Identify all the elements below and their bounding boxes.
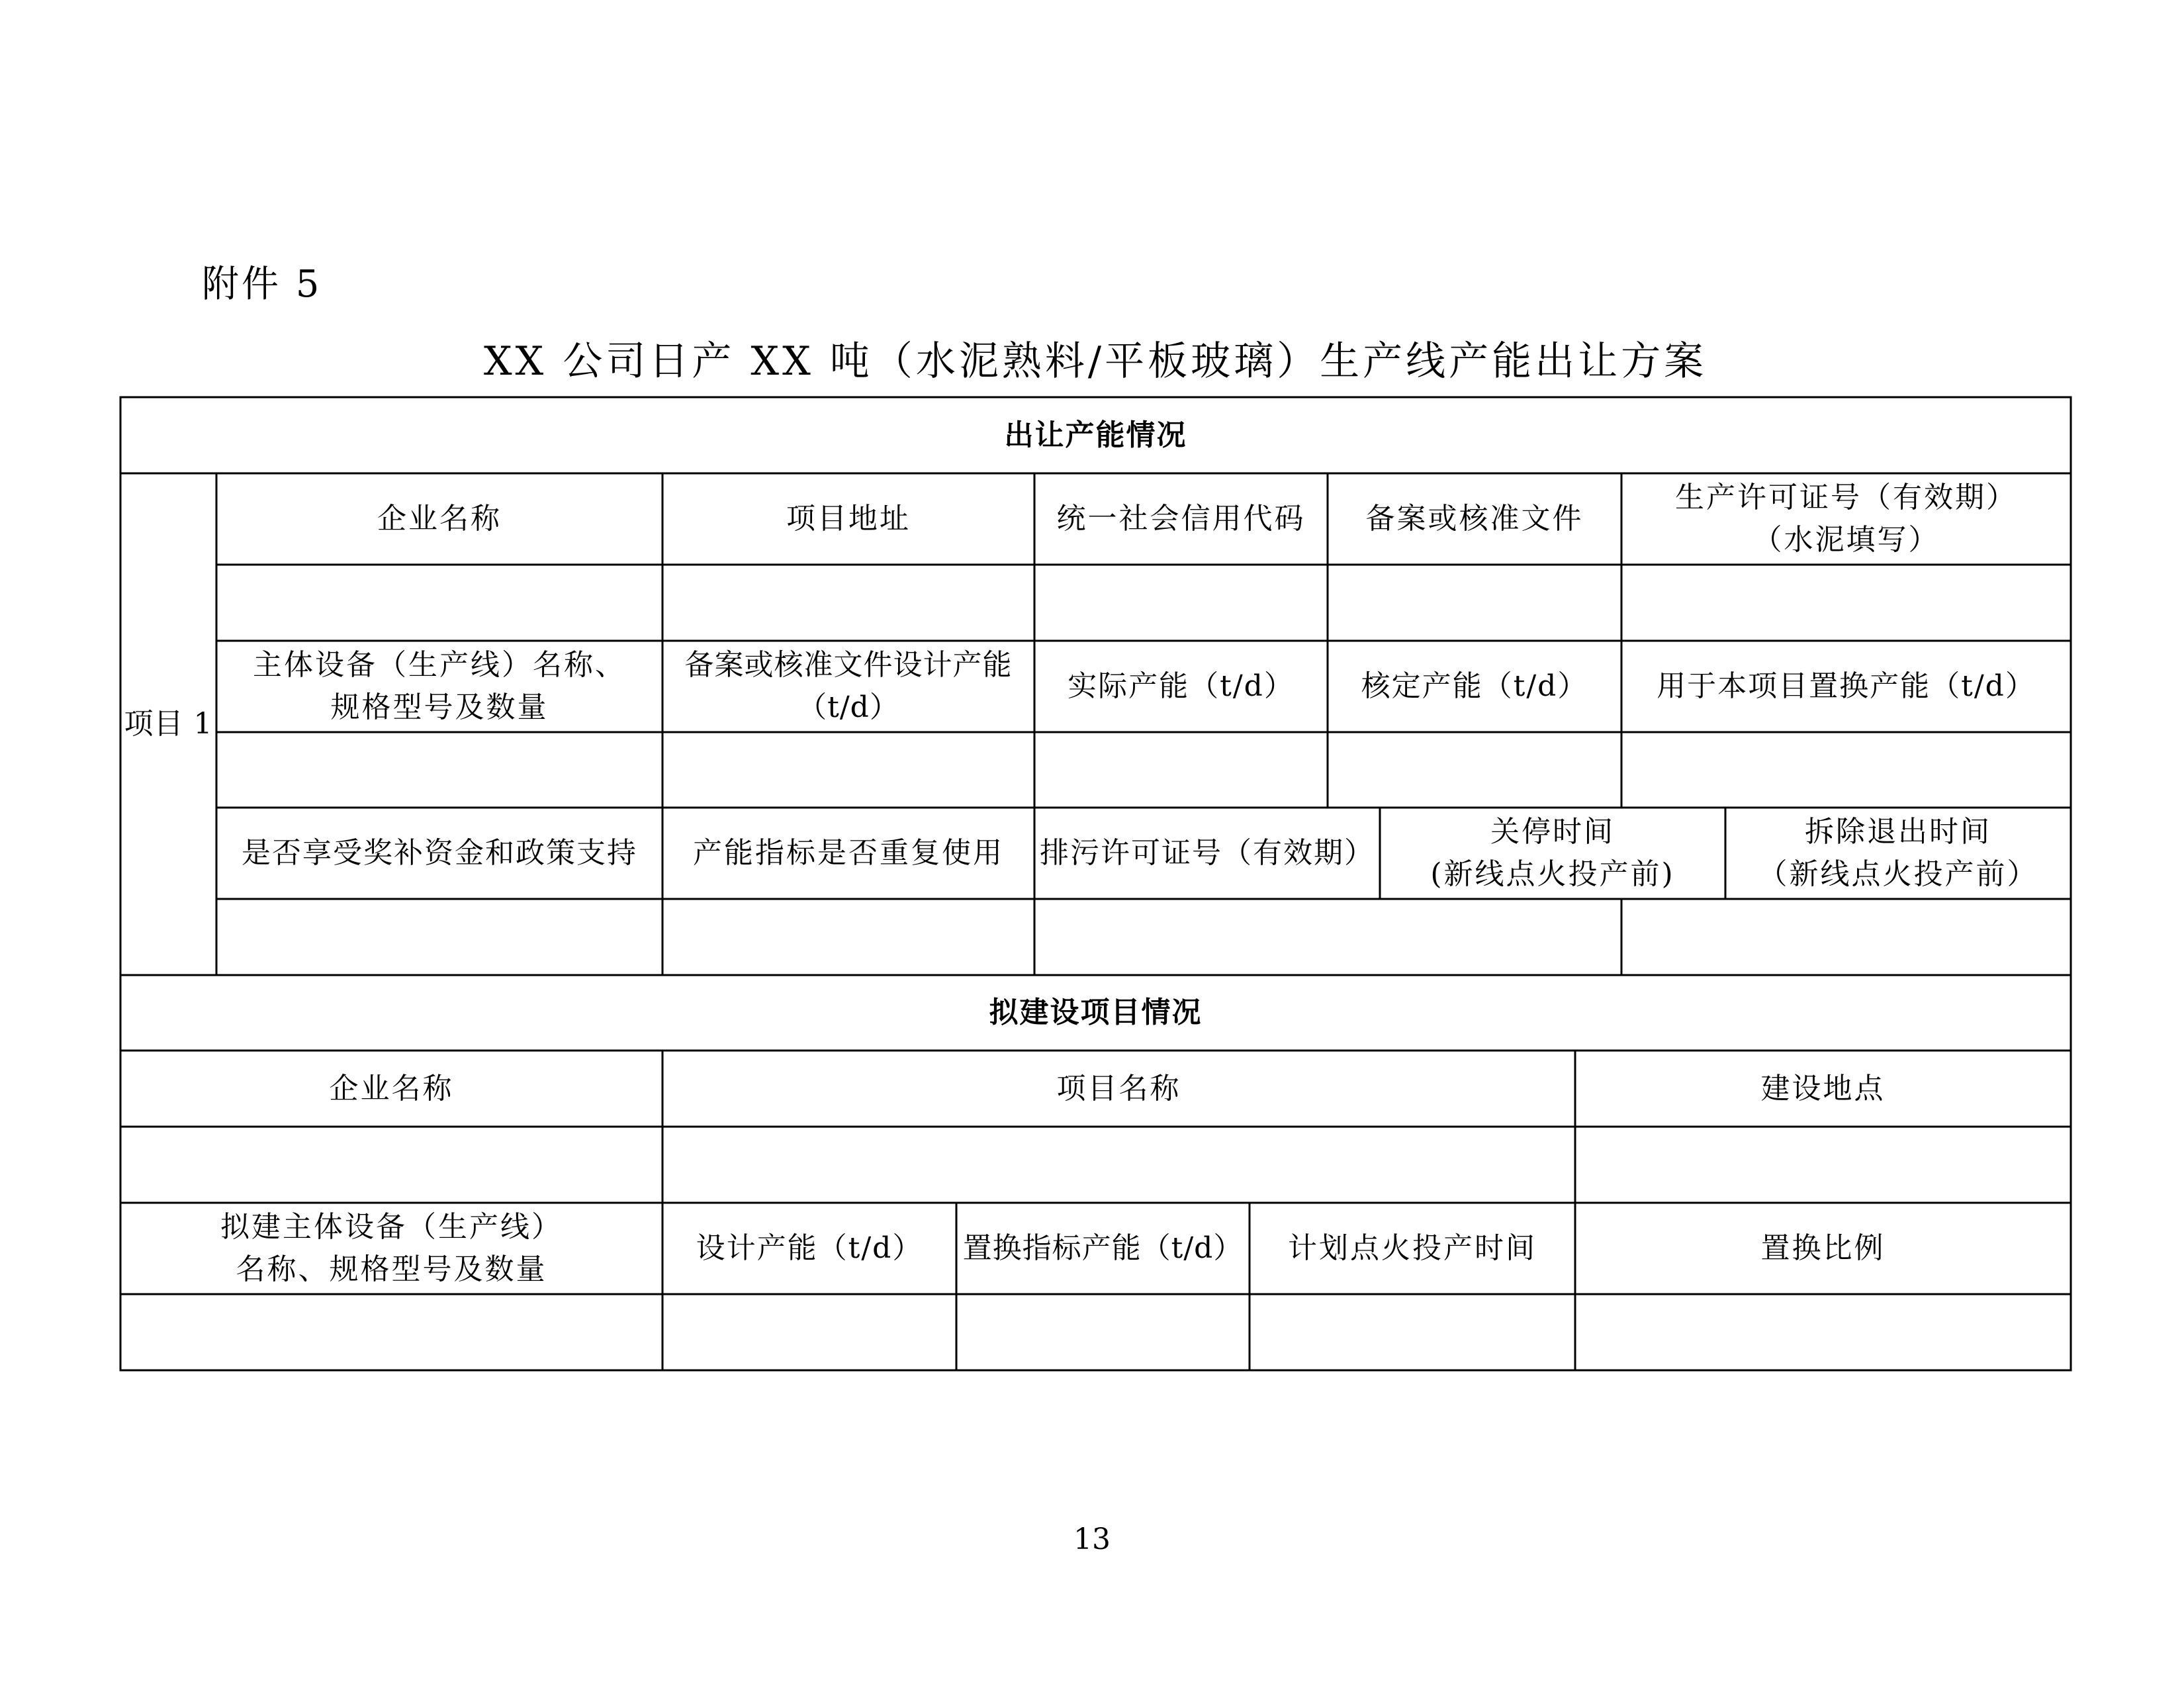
header-discharge-permit: 排污许可证号（有效期） bbox=[1040, 836, 1375, 870]
input-project-address[interactable] bbox=[662, 565, 1034, 641]
document-title: XX 公司日产 XX 吨（水泥熟料/平板玻璃）生产线产能出让方案 bbox=[483, 338, 1707, 385]
input-planned-equipment[interactable] bbox=[120, 1294, 662, 1370]
input-new-design-capacity[interactable] bbox=[662, 1294, 956, 1370]
input-discharge-permit[interactable] bbox=[1034, 899, 1621, 975]
project-1-label: 项目 1 bbox=[124, 707, 213, 741]
input-filing-document[interactable] bbox=[1328, 565, 1621, 641]
header-subsidy-support: 是否享受奖补资金和政策支持 bbox=[242, 836, 637, 870]
input-approved-capacity[interactable] bbox=[1328, 732, 1621, 808]
input-shutdown-demolition-time[interactable] bbox=[1621, 899, 2071, 975]
header-approved-capacity: 核定产能（t/d） bbox=[1361, 669, 1588, 703]
header-planned-equipment: 拟建主体设备（生产线） 名称、规格型号及数量 bbox=[220, 1210, 563, 1286]
attachment-label: 附件 5 bbox=[202, 263, 322, 306]
input-subsidy-support[interactable] bbox=[216, 899, 662, 975]
input-main-equipment[interactable] bbox=[216, 732, 662, 808]
header-new-project-name: 项目名称 bbox=[1056, 1071, 1181, 1105]
input-replacement-ratio[interactable] bbox=[1575, 1294, 2071, 1370]
header-project-address: 项目地址 bbox=[786, 502, 911, 536]
input-production-license[interactable] bbox=[1621, 565, 2071, 641]
header-replacement-ratio: 置换比例 bbox=[1760, 1231, 1886, 1265]
header-new-company-name: 企业名称 bbox=[329, 1071, 454, 1105]
input-company-name[interactable] bbox=[216, 565, 662, 641]
input-new-company-name[interactable] bbox=[120, 1127, 662, 1203]
header-main-equipment: 主体设备（生产线）名称、 规格型号及数量 bbox=[253, 648, 626, 724]
header-replacement-capacity: 用于本项目置换产能（t/d） bbox=[1657, 669, 2036, 703]
header-capacity-reuse: 产能指标是否重复使用 bbox=[693, 836, 1004, 870]
input-construction-site[interactable] bbox=[1575, 1127, 2071, 1203]
input-credit-code[interactable] bbox=[1034, 565, 1328, 641]
input-planned-ignition-time[interactable] bbox=[1250, 1294, 1575, 1370]
page-number: 13 bbox=[1073, 1523, 1111, 1556]
header-company-name: 企业名称 bbox=[377, 502, 502, 536]
header-demolition-time: 拆除退出时间 （新线点火投产前） bbox=[1758, 815, 2038, 891]
input-capacity-reuse[interactable] bbox=[662, 899, 1034, 975]
header-actual-capacity: 实际产能（t/d） bbox=[1068, 669, 1295, 703]
transfer-section-header: 出让产能情况 bbox=[1004, 418, 1187, 452]
input-replacement-capacity[interactable] bbox=[1621, 732, 2071, 808]
input-replacement-index-capacity[interactable] bbox=[956, 1294, 1250, 1370]
header-design-capacity: 备案或核准文件设计产能 （t/d） bbox=[684, 648, 1013, 724]
header-filing-document: 备案或核准文件 bbox=[1365, 502, 1584, 536]
new-project-section-header: 拟建设项目情况 bbox=[989, 996, 1203, 1029]
header-replacement-index-capacity: 置换指标产能（t/d） bbox=[962, 1231, 1244, 1265]
input-actual-capacity[interactable] bbox=[1034, 732, 1328, 808]
input-new-project-name[interactable] bbox=[662, 1127, 1575, 1203]
header-construction-site: 建设地点 bbox=[1760, 1071, 1886, 1105]
header-shutdown-time: 关停时间 (新线点火投产前) bbox=[1430, 815, 1675, 891]
header-production-license: 生产许可证号（有效期） （水泥填写） bbox=[1675, 481, 2017, 557]
header-planned-ignition-time: 计划点火投产时间 bbox=[1288, 1231, 1537, 1265]
input-design-capacity[interactable] bbox=[662, 732, 1034, 808]
header-new-design-capacity: 设计产能（t/d） bbox=[696, 1231, 923, 1265]
header-credit-code: 统一社会信用代码 bbox=[1056, 502, 1306, 536]
